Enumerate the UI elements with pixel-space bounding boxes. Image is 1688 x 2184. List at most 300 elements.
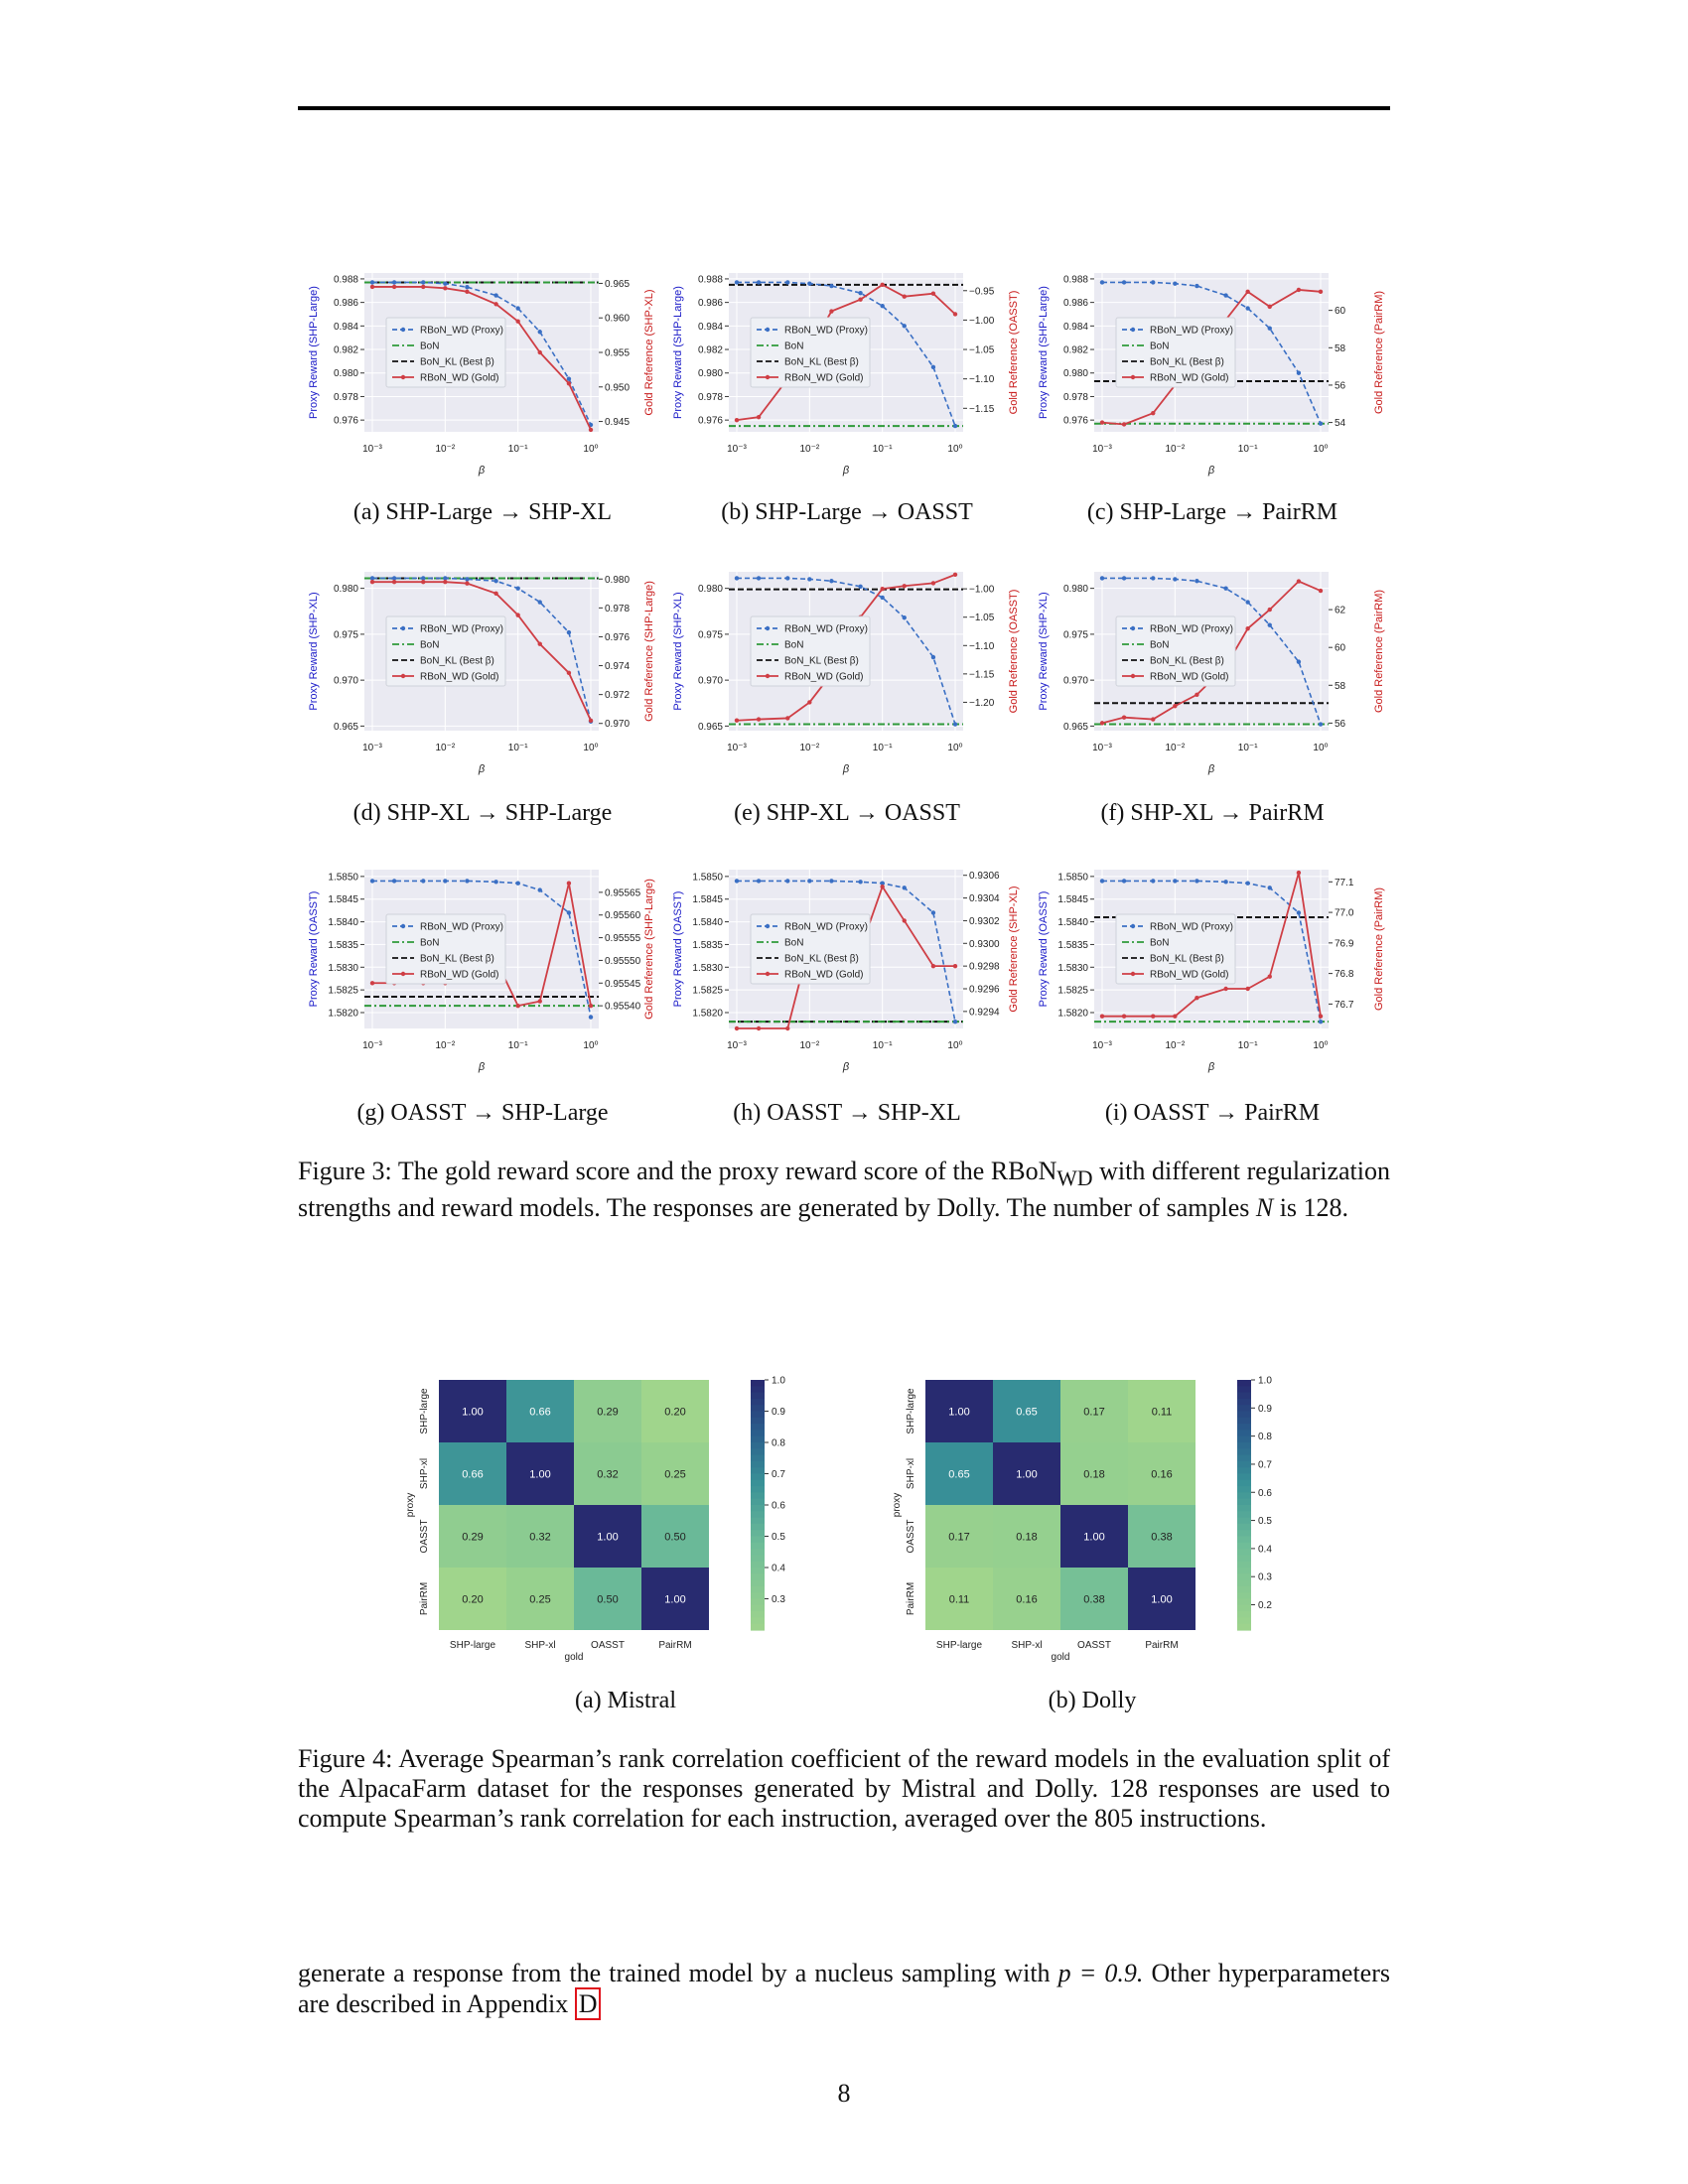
colorbar-segment: [751, 1467, 765, 1474]
line-chart-panel: [303, 554, 662, 778]
heatmap-cell-value: 1.00: [597, 1531, 619, 1544]
legend-marker: [1131, 626, 1135, 630]
proxy-point: [1151, 576, 1155, 580]
proxy-point: [953, 424, 957, 428]
colorbar-segment: [1237, 1486, 1251, 1493]
legend-label: RBoN_WD (Proxy): [420, 921, 503, 933]
x-tick-label: 10⁻²: [435, 1040, 456, 1051]
gold-point: [953, 312, 957, 316]
colorbar-segment: [751, 1518, 765, 1525]
x-tick-label: 10⁻¹: [1237, 1040, 1258, 1051]
heatmap-cell-value: 0.16: [1016, 1593, 1038, 1606]
proxy-point: [493, 579, 497, 583]
appendix-link[interactable]: D: [575, 1987, 602, 2020]
colorbar-tick-label: 0.8: [772, 1437, 785, 1449]
proxy-point: [953, 1020, 957, 1024]
y-right-axis-label: Gold Reference (PairRM): [1373, 887, 1385, 1012]
heatmap-cell-value: 1.00: [664, 1593, 686, 1606]
line-chart-svg: [303, 852, 662, 1076]
y-tick-label: 0.978: [333, 391, 358, 403]
line-chart-panel: [667, 852, 1027, 1076]
y-axis-label: Proxy Reward (SHP-XL): [1038, 592, 1050, 711]
y-right-tick-label: 0.9302: [969, 915, 1000, 927]
heatmap-dolly: [884, 1375, 1321, 1688]
gold-point: [1173, 704, 1177, 708]
gold-point: [1319, 589, 1323, 593]
legend-label: BoN_KL (Best β): [784, 655, 859, 667]
gold-point: [1151, 717, 1155, 721]
proxy-point: [1268, 327, 1272, 331]
gold-point: [1173, 1014, 1177, 1018]
gold-point: [1100, 420, 1104, 424]
colorbar-segment: [1237, 1393, 1251, 1400]
y-right-tick-label: −1.00: [969, 315, 995, 327]
y-right-tick-label: 0.95565: [605, 887, 641, 899]
gold-point: [953, 573, 957, 577]
gold-point: [858, 297, 862, 301]
gold-point: [757, 1026, 761, 1030]
y-right-tick-label: −1.05: [969, 344, 995, 356]
colorbar-segment: [1237, 1505, 1251, 1512]
colorbar-tick-label: 0.3: [1258, 1571, 1272, 1583]
proxy-point: [880, 304, 884, 308]
colorbar-segment: [1237, 1499, 1251, 1506]
proxy-point: [1195, 284, 1198, 288]
gold-point: [443, 580, 447, 584]
y-right-axis-label: Gold Reference (SHP-Large): [643, 879, 655, 1020]
colorbar-segment: [751, 1617, 765, 1624]
y-tick-label: 1.5835: [328, 939, 358, 951]
y-right-axis-label: Gold Reference (SHP-XL): [1008, 886, 1020, 1013]
colorbar-segment: [751, 1592, 765, 1599]
gold-point: [1268, 608, 1272, 612]
legend-label: BoN_KL (Best β): [420, 655, 494, 667]
legend-label: BoN: [784, 937, 804, 949]
colorbar-tick-label: 0.6: [772, 1500, 785, 1512]
x-tick-label: 10⁰: [583, 743, 599, 753]
colorbar-segment: [1237, 1518, 1251, 1525]
proxy-point: [567, 910, 571, 914]
proxy-point: [757, 879, 761, 883]
colorbar-segment: [751, 1605, 765, 1612]
colorbar-segment: [1237, 1599, 1251, 1606]
gold-point: [1245, 626, 1249, 630]
y-right-axis-label: Gold Reference (SHP-XL): [643, 289, 655, 416]
gold-point: [370, 981, 374, 985]
proxy-point: [1245, 882, 1249, 886]
y-tick-label: 1.5825: [692, 985, 723, 997]
proxy-point: [567, 376, 571, 380]
heatmap-cell-value: 0.20: [664, 1406, 686, 1419]
legend-label: BoN_KL (Best β): [784, 953, 859, 965]
gold-point: [757, 415, 761, 419]
y-tick-label: 0.975: [1062, 629, 1088, 641]
y-tick-label: 0.988: [1062, 274, 1088, 286]
gold-point: [589, 719, 593, 723]
proxy-point: [903, 324, 907, 328]
colorbar-segment: [751, 1455, 765, 1462]
y-right-tick-label: 0.950: [605, 382, 631, 394]
proxy-point: [785, 879, 789, 883]
proxy-point: [1173, 281, 1177, 285]
gold-point: [903, 918, 907, 922]
colorbar-segment: [1237, 1537, 1251, 1544]
gold-point: [1297, 288, 1301, 292]
heatmap-cell-value: 0.17: [948, 1531, 970, 1544]
y-tick-label: 1.5850: [1057, 872, 1088, 884]
y-axis-label: Proxy Reward (SHP-XL): [672, 592, 684, 711]
colorbar-segment: [1237, 1611, 1251, 1618]
y-right-tick-label: 0.95545: [605, 978, 641, 990]
colorbar-segment: [1237, 1430, 1251, 1436]
gold-point: [1223, 987, 1227, 991]
colorbar-segment: [1237, 1455, 1251, 1462]
colorbar-segment: [1237, 1562, 1251, 1569]
colorbar-segment: [1237, 1492, 1251, 1499]
y-tick-label: 0.988: [333, 274, 358, 286]
line-chart-svg: [303, 255, 662, 479]
y-axis-label: Proxy Reward (OASST): [1038, 890, 1050, 1008]
y-right-tick-label: 76.8: [1335, 969, 1354, 981]
heatmap-cell-value: 0.65: [948, 1468, 970, 1481]
legend-label: BoN: [1150, 639, 1170, 651]
gold-point: [880, 885, 884, 888]
proxy-point: [392, 879, 396, 883]
colorbar-tick-label: 1.0: [772, 1375, 785, 1387]
legend-label: BoN_KL (Best β): [1150, 655, 1224, 667]
subfigure-caption: (i) OASST → PairRM: [1104, 1100, 1321, 1126]
y-tick-label: 0.976: [333, 415, 358, 427]
colorbar-segment: [751, 1386, 765, 1393]
colorbar-segment: [1237, 1424, 1251, 1431]
heatmap-x-label: SHP-xl: [1011, 1640, 1043, 1651]
proxy-point: [829, 879, 833, 883]
y-right-axis-label: Gold Reference (OASST): [1008, 589, 1020, 714]
legend-label: RBoN_WD (Proxy): [784, 921, 868, 933]
gold-point: [785, 1026, 789, 1030]
y-tick-label: 0.976: [1062, 415, 1088, 427]
legend-label: BoN: [420, 341, 440, 352]
proxy-point: [807, 879, 811, 883]
gold-point: [370, 580, 374, 584]
proxy-point: [567, 630, 571, 634]
x-tick-label: 10⁻¹: [507, 1040, 528, 1051]
colorbar-segment: [751, 1436, 765, 1443]
proxy-point: [1173, 577, 1177, 581]
colorbar-segment: [1237, 1624, 1251, 1631]
x-tick-label: 10⁰: [1313, 444, 1329, 455]
x-axis-label: β: [1207, 763, 1215, 775]
y-right-tick-label: 0.980: [605, 574, 631, 586]
heatmap-y-label: PairRM: [906, 1581, 916, 1616]
y-axis-label: Proxy Reward (SHP-XL): [308, 592, 320, 711]
colorbar-segment: [1237, 1592, 1251, 1599]
y-right-tick-label: 0.9298: [969, 961, 1000, 973]
proxy-point: [370, 280, 374, 284]
proxy-point: [1173, 879, 1177, 883]
x-tick-label: 10⁻¹: [507, 743, 528, 753]
x-tick-label: 10⁻³: [1092, 743, 1112, 753]
legend-label: RBoN_WD (Proxy): [1150, 623, 1233, 635]
legend-label: BoN: [784, 639, 804, 651]
line-chart-panel: [1033, 852, 1392, 1076]
x-tick-label: 10⁻²: [435, 444, 456, 455]
heatmap-cell-value: 0.29: [462, 1531, 484, 1544]
gold-point: [421, 580, 425, 584]
proxy-point: [1100, 879, 1104, 883]
proxy-point: [1268, 886, 1272, 889]
gold-point: [1268, 974, 1272, 978]
legend-marker: [401, 674, 405, 678]
y-tick-label: 1.5840: [328, 917, 358, 929]
line-chart-svg: [667, 255, 1027, 479]
y-tick-label: 1.5825: [1057, 985, 1088, 997]
y-right-tick-label: 0.95560: [605, 910, 641, 922]
x-tick-label: 10⁰: [1313, 1040, 1329, 1051]
heatmap-cell-value: 1.00: [1016, 1468, 1038, 1481]
legend-label: RBoN_WD (Proxy): [420, 623, 503, 635]
x-axis-label: β: [478, 763, 486, 775]
colorbar-segment: [751, 1405, 765, 1412]
legend-marker: [766, 626, 770, 630]
line-chart-panel: [303, 852, 662, 1076]
y-right-tick-label: 60: [1335, 306, 1346, 318]
y-tick-label: 1.5850: [328, 872, 358, 884]
proxy-point: [1151, 280, 1155, 284]
heatmap-svg: [397, 1375, 834, 1688]
y-tick-label: 0.986: [1062, 298, 1088, 310]
heatmap-mistral: [397, 1375, 834, 1688]
line-chart-panel: [1033, 554, 1392, 778]
y-right-tick-label: −1.05: [969, 613, 995, 624]
colorbar-tick-label: 0.4: [1258, 1544, 1272, 1556]
x-tick-label: 10⁰: [583, 1040, 599, 1051]
colorbar-segment: [751, 1524, 765, 1531]
colorbar-tick-label: 0.5: [1258, 1516, 1272, 1528]
gold-point: [392, 285, 396, 289]
colorbar-segment: [751, 1430, 765, 1436]
header-rule: [298, 106, 1390, 110]
y-right-tick-label: 60: [1335, 642, 1346, 654]
x-tick-label: 10⁻¹: [872, 444, 893, 455]
x-tick-label: 10⁻²: [799, 743, 820, 753]
x-tick-label: 10⁻²: [799, 444, 820, 455]
legend-label: BoN_KL (Best β): [784, 356, 859, 368]
x-tick-label: 10⁻³: [1092, 444, 1112, 455]
y-right-tick-label: 0.976: [605, 631, 631, 643]
y-tick-label: 1.5850: [692, 872, 723, 884]
heatmap-cell-value: 0.18: [1016, 1531, 1038, 1544]
x-tick-label: 10⁻²: [1165, 444, 1186, 455]
heatmap-x-label: SHP-large: [935, 1640, 983, 1651]
colorbar-segment: [1237, 1568, 1251, 1574]
legend-label: RBoN_WD (Proxy): [1150, 325, 1233, 337]
y-tick-label: 0.982: [333, 344, 358, 356]
proxy-point: [1100, 280, 1104, 284]
proxy-point: [1297, 910, 1301, 914]
legend-label: BoN: [420, 937, 440, 949]
x-axis-label: β: [842, 1061, 850, 1073]
figure4-caption-label: Figure 4:: [298, 1744, 393, 1773]
heatmap-cell-value: 0.50: [664, 1531, 686, 1544]
proxy-point: [1319, 722, 1323, 726]
heatmap-cell-value: 0.17: [1083, 1406, 1105, 1419]
y-right-tick-label: 0.9300: [969, 938, 1000, 950]
y-tick-label: 1.5820: [328, 1008, 358, 1020]
line-chart-svg: [667, 852, 1027, 1076]
x-tick-label: 10⁰: [583, 444, 599, 455]
gold-point: [515, 1004, 519, 1008]
y-tick-label: 1.5825: [328, 985, 358, 997]
heatmap-y-label: PairRM: [419, 1581, 430, 1616]
colorbar-segment: [751, 1474, 765, 1481]
proxy-point: [1122, 280, 1126, 284]
proxy-point: [1245, 600, 1249, 604]
legend-marker: [1131, 924, 1135, 928]
colorbar-segment: [1237, 1399, 1251, 1406]
x-tick-label: 10⁰: [947, 1040, 963, 1051]
proxy-point: [757, 280, 761, 284]
heatmap-cell-value: 0.29: [597, 1406, 619, 1419]
proxy-point: [465, 285, 469, 289]
x-tick-label: 10⁻¹: [872, 743, 893, 753]
x-tick-label: 10⁻¹: [1237, 444, 1258, 455]
proxy-point: [807, 577, 811, 581]
y-tick-label: 0.984: [697, 321, 723, 333]
proxy-point: [421, 879, 425, 883]
colorbar-segment: [1237, 1436, 1251, 1443]
legend-label: BoN_KL (Best β): [420, 356, 494, 368]
y-tick-label: 1.5840: [692, 917, 723, 929]
y-right-tick-label: 0.965: [605, 278, 631, 290]
proxy-point: [493, 880, 497, 884]
gold-point: [829, 309, 833, 313]
legend-label: RBoN_WD (Proxy): [420, 325, 503, 337]
colorbar-segment: [1237, 1442, 1251, 1449]
y-tick-label: 0.980: [697, 368, 723, 380]
proxy-point: [1223, 293, 1227, 297]
proxy-point: [443, 879, 447, 883]
y-tick-label: 0.980: [333, 584, 358, 596]
proxy-point: [931, 365, 935, 369]
subfigure-caption: (h) OASST → SHP-XL: [733, 1100, 961, 1126]
heatmap-cell-value: 0.38: [1151, 1531, 1173, 1544]
y-right-tick-label: 56: [1335, 380, 1346, 392]
heatmap-cell-value: 0.16: [1151, 1468, 1173, 1481]
proxy-point: [443, 281, 447, 285]
proxy-point: [370, 879, 374, 883]
colorbar-tick-label: 0.5: [772, 1532, 785, 1543]
y-right-tick-label: 0.960: [605, 313, 631, 325]
y-tick-label: 0.980: [1062, 584, 1088, 596]
x-tick-label: 10⁻³: [727, 1040, 747, 1051]
y-tick-label: 0.980: [697, 584, 723, 596]
colorbar-tick-label: 0.2: [1258, 1600, 1272, 1612]
line-chart-panel: [667, 554, 1027, 778]
y-tick-label: 0.980: [1062, 368, 1088, 380]
proxy-point: [858, 291, 862, 295]
gold-point: [421, 285, 425, 289]
figure3-caption-text: The gold reward score and the proxy reward score of the RBoN: [397, 1157, 1057, 1185]
legend-label: BoN: [420, 639, 440, 651]
heatmap-cell-value: 0.11: [948, 1593, 970, 1606]
y-right-tick-label: 58: [1335, 342, 1346, 354]
colorbar-tick-label: 0.9: [772, 1407, 785, 1418]
figure4-caption-text: Average Spearman’s rank correlation coefficient of the reward models in the evaluation split of the AlpacaFarm dataset for the responses generated by Mistral and Dolly. 128 responses are used to compute Spearman’s rank correlation for each instruction, averaged over the 805 instructions.: [298, 1744, 1390, 1833]
colorbar-tick-label: 1.0: [1258, 1375, 1272, 1387]
subfigure-caption: (e) SHP-XL → OASST: [734, 800, 960, 826]
heatmap-cell-value: 0.50: [597, 1593, 619, 1606]
legend-label: RBoN_WD (Gold): [420, 372, 499, 384]
y-axis-label: Proxy Reward (SHP-Large): [672, 286, 684, 419]
colorbar-segment: [1237, 1467, 1251, 1474]
legend-label: BoN_KL (Best β): [420, 953, 494, 965]
proxy-point: [829, 579, 833, 583]
heatmap-cell-value: 0.66: [529, 1406, 551, 1419]
y-right-tick-label: 0.955: [605, 347, 631, 359]
colorbar-segment: [751, 1555, 765, 1562]
heatmap-mistral-caption: (a) Mistral: [575, 1688, 676, 1713]
body-paragraph: [298, 1958, 1390, 2019]
y-tick-label: 0.970: [1062, 675, 1088, 687]
x-tick-label: 10⁻³: [362, 444, 382, 455]
colorbar-tick-label: 0.4: [772, 1563, 785, 1574]
colorbar-tick-label: 0.7: [1258, 1459, 1272, 1471]
heatmap-y-label: OASST: [906, 1519, 916, 1554]
gold-point: [735, 1026, 739, 1030]
legend-label: RBoN_WD (Gold): [1150, 969, 1229, 981]
x-tick-label: 10⁻²: [1165, 1040, 1186, 1051]
y-tick-label: 0.980: [333, 368, 358, 380]
proxy-point: [392, 280, 396, 284]
y-right-axis-label: Gold Reference (PairRM): [1373, 589, 1385, 714]
subfigure-caption: (c) SHP-Large → PairRM: [1086, 499, 1338, 525]
y-right-tick-label: 0.974: [605, 661, 631, 673]
y-right-axis-label: Gold Reference (PairRM): [1373, 290, 1385, 415]
colorbar-segment: [751, 1562, 765, 1569]
x-axis-label: β: [842, 763, 850, 775]
y-tick-label: 0.965: [1062, 721, 1088, 733]
gold-point: [1297, 579, 1301, 583]
figure3-caption-sub: WD: [1056, 1166, 1093, 1191]
legend-marker: [766, 375, 770, 379]
subfigure-caption: (g) OASST → SHP-Large: [356, 1100, 609, 1126]
legend-marker: [1131, 375, 1135, 379]
y-tick-label: 0.975: [697, 629, 723, 641]
heatmap-x-label: PairRM: [1145, 1640, 1179, 1651]
proxy-point: [515, 586, 519, 590]
colorbar-tick-label: 0.8: [1258, 1432, 1272, 1443]
colorbar-segment: [1237, 1474, 1251, 1481]
y-tick-label: 0.970: [333, 675, 358, 687]
gold-point: [1100, 721, 1104, 725]
gold-point: [1245, 987, 1249, 991]
proxy-point: [1297, 659, 1301, 663]
line-chart-panel: [303, 255, 662, 479]
y-tick-label: 0.965: [697, 721, 723, 733]
legend-label: BoN: [784, 341, 804, 352]
heatmap-x-label: PairRM: [658, 1640, 692, 1651]
proxy-point: [757, 576, 761, 580]
gold-point: [589, 1004, 593, 1008]
x-tick-label: 10⁻²: [435, 743, 456, 753]
y-axis-label: Proxy Reward (OASST): [672, 890, 684, 1008]
page-number: 8: [837, 2079, 851, 2108]
y-right-tick-label: 0.95550: [605, 955, 641, 967]
y-right-axis-label: Gold Reference (OASST): [1008, 290, 1020, 415]
figure3-caption-text2: with different regularization strengths and reward models. The responses are generated by Dolly. The number of samples: [298, 1157, 1390, 1223]
y-axis-label: Proxy Reward (OASST): [308, 890, 320, 1008]
